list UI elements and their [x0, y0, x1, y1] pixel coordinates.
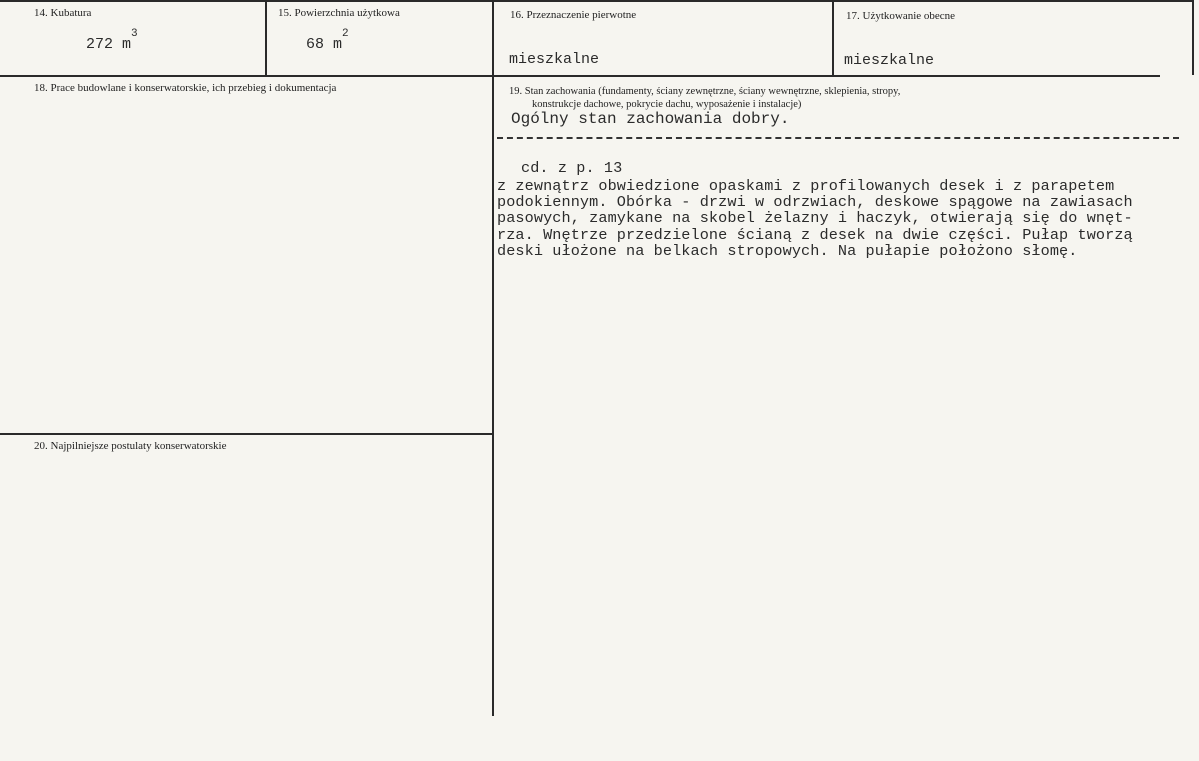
field-19-label-line1: 19. Stan zachowania (fundamenty, ściany zewnętrzne, ściany wewnętrzne, sklepienia, stropy, — [509, 86, 901, 97]
field-14-number: 272 — [86, 36, 114, 53]
continuation-line-1: z zewnątrz obwiedzione opaskami z profilowanych desek i z parapetem — [497, 177, 1115, 195]
field-15-number: 68 — [306, 36, 325, 53]
field-16-label: 16. Przeznaczenie pierwotne — [510, 9, 637, 21]
field-15-label: 15. Powierzchnia użytkowa — [278, 7, 400, 19]
field-20-label: 20. Najpilniejsze postulaty konserwatorskie — [34, 440, 227, 452]
row-line-top-fields — [0, 75, 1160, 77]
continuation-line-3: pasowych, zamykane na skobel żelazny i haczyk, otwierają się do wnęt- — [497, 209, 1133, 227]
field-17-value: mieszkalne — [844, 52, 935, 69]
field-19-value: Ogólny stan zachowania dobry. — [511, 110, 790, 128]
divider-14-15 — [265, 0, 267, 77]
continuation-line-4: rza. Wnętrze przedzielone ścianą z desek na dwie części. Pułap tworzą — [497, 226, 1133, 244]
field-15-unit: m — [333, 36, 343, 53]
field-14-value — [86, 28, 138, 53]
continuation-line-2: podokiennym. Obórka - drzwi w odrzwiach, deskowe spągowe na zawiasach — [497, 193, 1133, 211]
continuation-line-5: deski ułożone na belkach stropowych. Na pułapie położono słomę. — [497, 242, 1078, 260]
continuation-header: cd. z p. 13 — [521, 159, 623, 177]
divider-16-17 — [832, 0, 834, 77]
field-14-exponent: 3 — [131, 28, 138, 40]
field-16-value: mieszkalne — [509, 51, 600, 68]
field-14-label: 14. Kubatura — [34, 7, 92, 19]
row-line-field-20 — [0, 433, 492, 435]
dashed-separator — [497, 137, 1179, 139]
field-19-label-line2: konstrukcje dachowe, pokrycie dachu, wyposażenie i instalacje) — [532, 99, 802, 110]
field-17-label: 17. Użytkowanie obecne — [846, 10, 956, 22]
right-border — [1192, 0, 1194, 75]
field-14-unit: m — [122, 36, 132, 53]
field-15-exponent: 2 — [342, 28, 349, 40]
top-border — [0, 0, 1192, 2]
field-15-value — [306, 28, 349, 53]
field-18-label: 18. Prace budowlane i konserwatorskie, ich przebieg i dokumentacja — [34, 82, 337, 94]
divider-15-16 — [492, 0, 494, 716]
